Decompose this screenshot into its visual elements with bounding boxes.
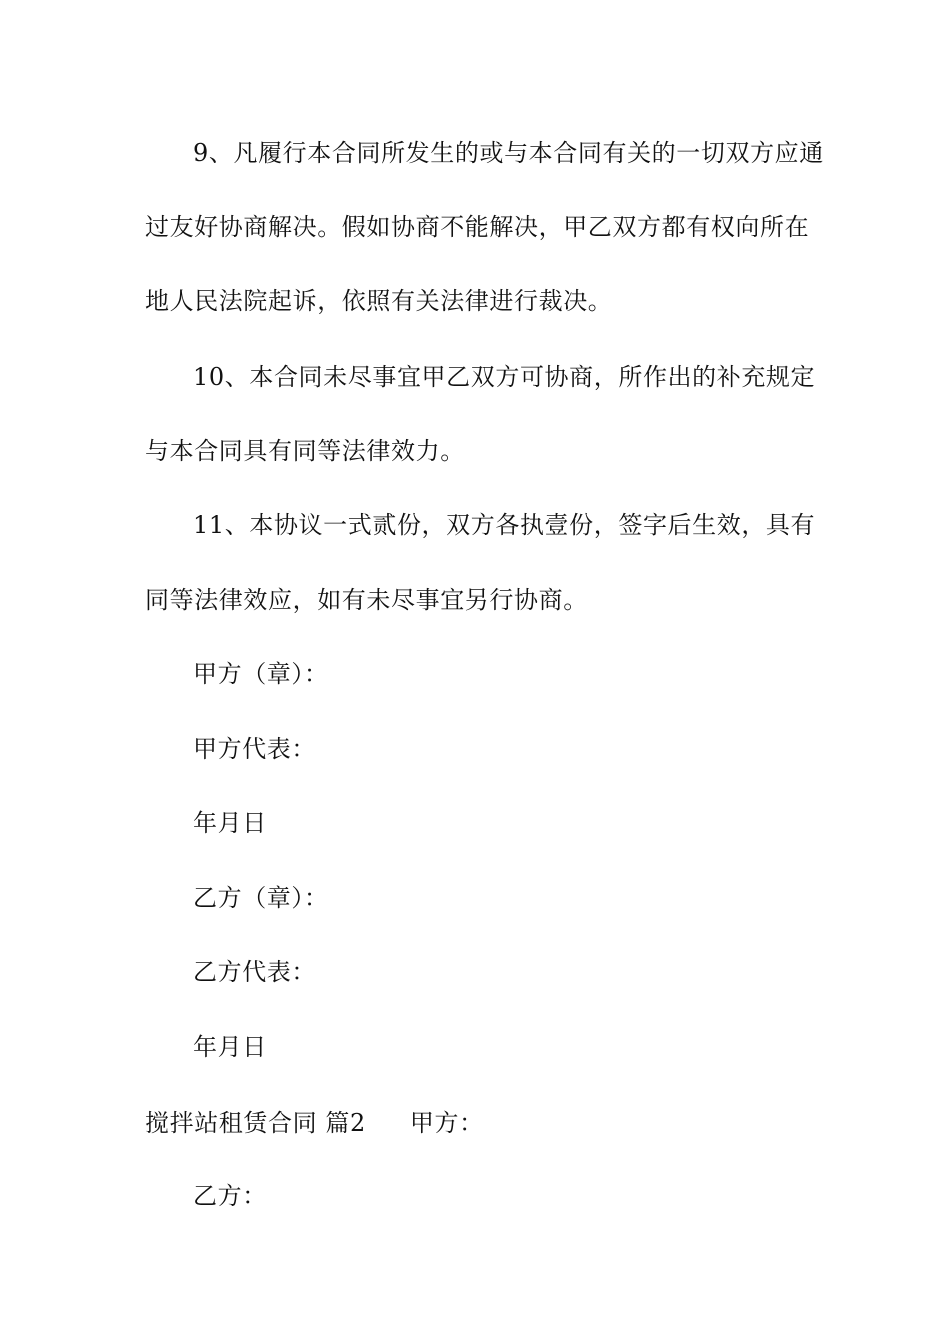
section-2-party-a-label: 甲方： <box>409 1109 484 1137</box>
party-b-representative-label: 乙方代表： <box>193 958 316 986</box>
party-b-date-label: 年月日 <box>193 1033 267 1061</box>
party-a-representative-label: 甲方代表： <box>193 735 316 763</box>
section-2-title: 搅拌站租赁合同 篇2 <box>145 1109 366 1137</box>
clause-9-line-3: 地人民法院起诉，依照有关法律进行裁决。 <box>145 287 613 315</box>
clause-11-line-2: 同等法律效应，如有未尽事宜另行协商。 <box>145 586 588 614</box>
clause-9-line-2: 过友好协商解决。假如协商不能解决，甲乙双方都有权向所在 <box>145 213 810 241</box>
party-b-seal-label: 乙方（章）： <box>193 884 329 912</box>
section-2-party-b-label: 乙方： <box>193 1182 267 1210</box>
clause-10-line-1: 10、本合同未尽事宜甲乙双方可协商，所作出的补充规定 <box>193 363 816 391</box>
clause-11-line-1: 11、本协议一式贰份，双方各执壹份，签字后生效，具有 <box>193 511 816 539</box>
party-a-seal-label: 甲方（章）： <box>193 660 329 688</box>
party-a-date-label: 年月日 <box>193 809 267 837</box>
clause-10-line-2: 与本合同具有同等法律效力。 <box>145 437 465 465</box>
section-2-heading-row <box>145 1108 810 1138</box>
clause-9-line-1: 9、凡履行本合同所发生的或与本合同有关的一切双方应通 <box>193 139 824 167</box>
